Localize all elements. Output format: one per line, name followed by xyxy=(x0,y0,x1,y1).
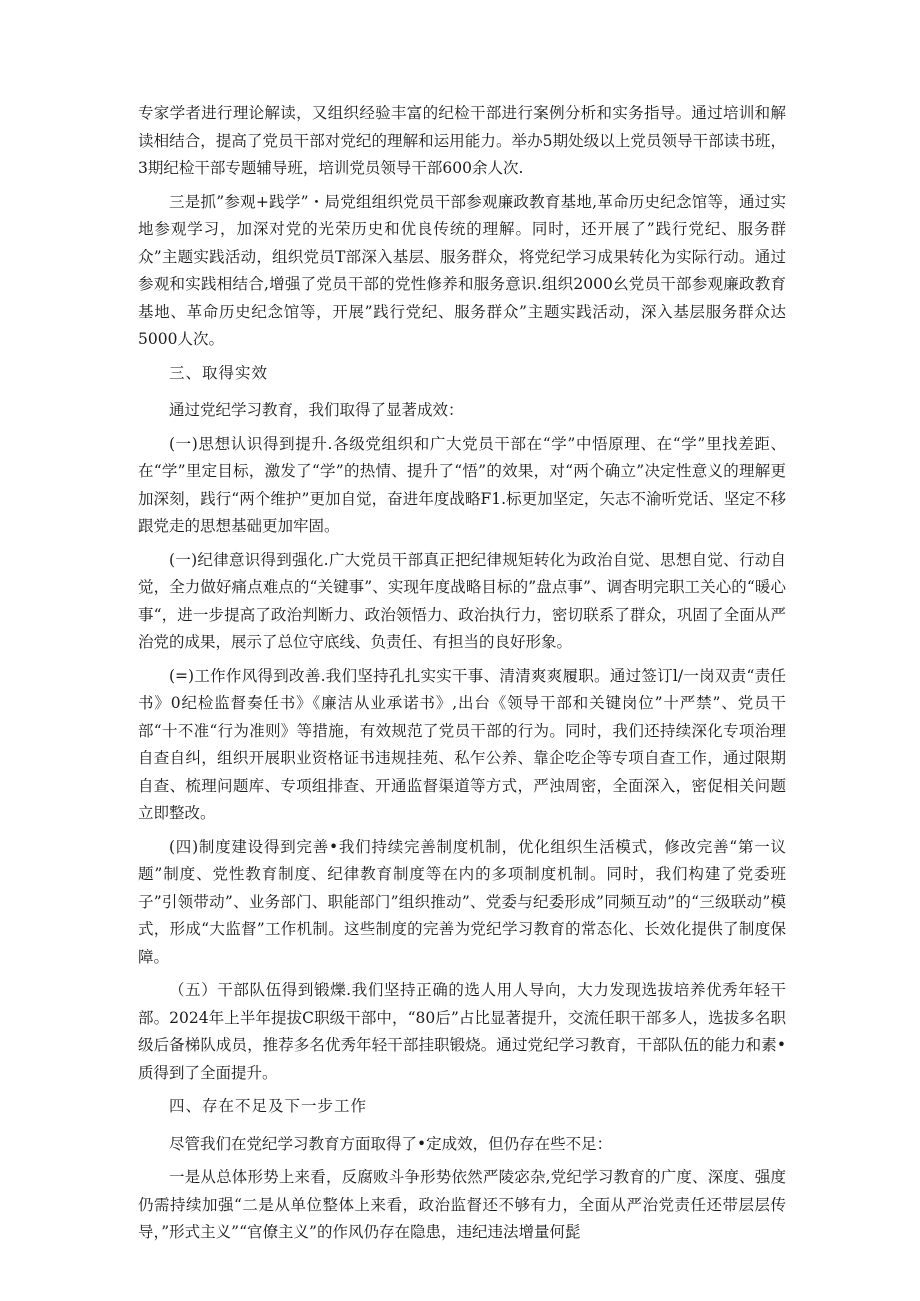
paragraph-shortcomings-details: 一是从总体形势上来看，反腐败斗争形势依然严陵宓杂,党纪学习教育的广度、深度、强度仍需持续加强“二是从单位整体上来看，政治监督还不够有力，全面从严治党责任还带层层传导，”形式主义”“官僚主义”的作风仍存在隐患，违纪违法增量何髭 xyxy=(138,1168,786,1241)
paragraph-thought-improvement: (一)思想认识得到提升.各级党组织和广大党员干部在“学”中悟原理、在“学”里找差距、在“学”里定目标，激发了“学”的热情、提升了“悟”的效果，对“两个确立”决定性意义的理解更加深刻，践行“两个维护”更加自觉，奋进年度战略F1.标更加坚定，矢志不渝听党话、坚定不移跟党走的思想基础更加牢固。 xyxy=(138,434,786,535)
paragraph-shortcomings-intro: 尽管我们在党纪学习教育方面取得了•定成效，但仍存在些不足： xyxy=(169,1134,613,1153)
paragraph-training-continuation: 专家学者进行理论解读，又组织经验丰富的纪检干部进行案例分析和实务指导。通过培训和解读相结合，提高了党员干部对党纪的理解和运用能力。举办5期处级以上党员领导干部读书班，3期纪检干部专题辅导班，培训党员领导干部600余人次. xyxy=(138,104,786,177)
paragraph-cadre-team: （五）干部队伍得到锻爍.我们坚持正确的选人用人导向，大力发现选拔培养优秀年轻干部。2024年上半年提拔C职级干部中，“80后”占比显著提升，交流任职干部多人，选拔多名职级后备梯队成员，推荐多名优秀年轻干部挂职锻烧。通过党纪学习教育，干部队伍的能力和素•质得到了全面提升。 xyxy=(138,981,786,1082)
section-heading-shortcomings: 四、存在不足及下一步工作 xyxy=(169,1097,368,1115)
document-body xyxy=(138,100,786,1253)
paragraph-visit-practice: 三是抓”参观+践学”・局党组组织党员干部参观廉政教育基地,革命历史纪念馆等，通过实地参观学习，加深对党的光荣历史和优良传统的理解。同时，还开展了”践行党纪、服务群众”主题实践活动，组织党员T部深入基层、服务群众，将党纪学习成果转化为实际行动。通过参观和实践相结合,增强了党员干部的党性修养和服务意识.组织2000幺党员干部参观廉政教育基地、革命历史纪念馆等，开展”践行党纪、服务群众”主题实践活动，深入基层服务群众达5000人次。 xyxy=(138,192,786,348)
paragraph-institution-building: (四)制度建设得到完善•我们持续完善制度机制，优化组织生活模式，修改完善“第一议题”制度、党性教育制度、纪律教育制度等在内的多项制度机制。同时，我们构建了党委班子”引领带动”、业务部门、职能部门”组织推动”、党委与纪委形成”同频互动”的“三级联动”模式，形成“大监督”工作机制。这些制度的完善为党纪学习教育的常态化、长效化提供了制度保障。 xyxy=(138,837,786,966)
section-heading-results: 三、取得实效 xyxy=(169,363,269,382)
paragraph-work-style: (=)工作作风得到改善.我们坚持孔扎实实干事、清清爽爽履职。通过签订l/一岗双责“责任书》0纪检监督奏任书》《廉洁从业承诺书》,出台《领导干部和关键岗位”十严禁”、党员干部“十不准“行为准则》等措施，有效规范了党员干部的行为。同时，我们还持续深化专项治理自查自纠，组织开展职业资格证书违规挂苑、私乍公养、靠企吃企等专项自查工作，通过限期自查、梳理问题库、专项组排查、开通监督渠道等方式，严浊周密，全面深入，密促相关问题立即整改。 xyxy=(138,666,786,822)
paragraph-results-intro: 通过党纪学习教育，我们取得了显著成效： xyxy=(169,401,464,419)
paragraph-discipline-awareness: (一)纪律意识得到强化.广大党员干部真正把纪律规矩转化为政治自觉、思想自觉、行动自觉，全力做好痛点难点的“关键事”、实现年度战略目标的”盘点事”、调杳明完职工关心的“暖心事“，进一步提高了政治判断力、政治领悟力、政治执行力，密切联系了群众，巩固了全面从严治党的成果，展示了总位守底线、负责任、有担当的良好形象。 xyxy=(138,550,786,651)
